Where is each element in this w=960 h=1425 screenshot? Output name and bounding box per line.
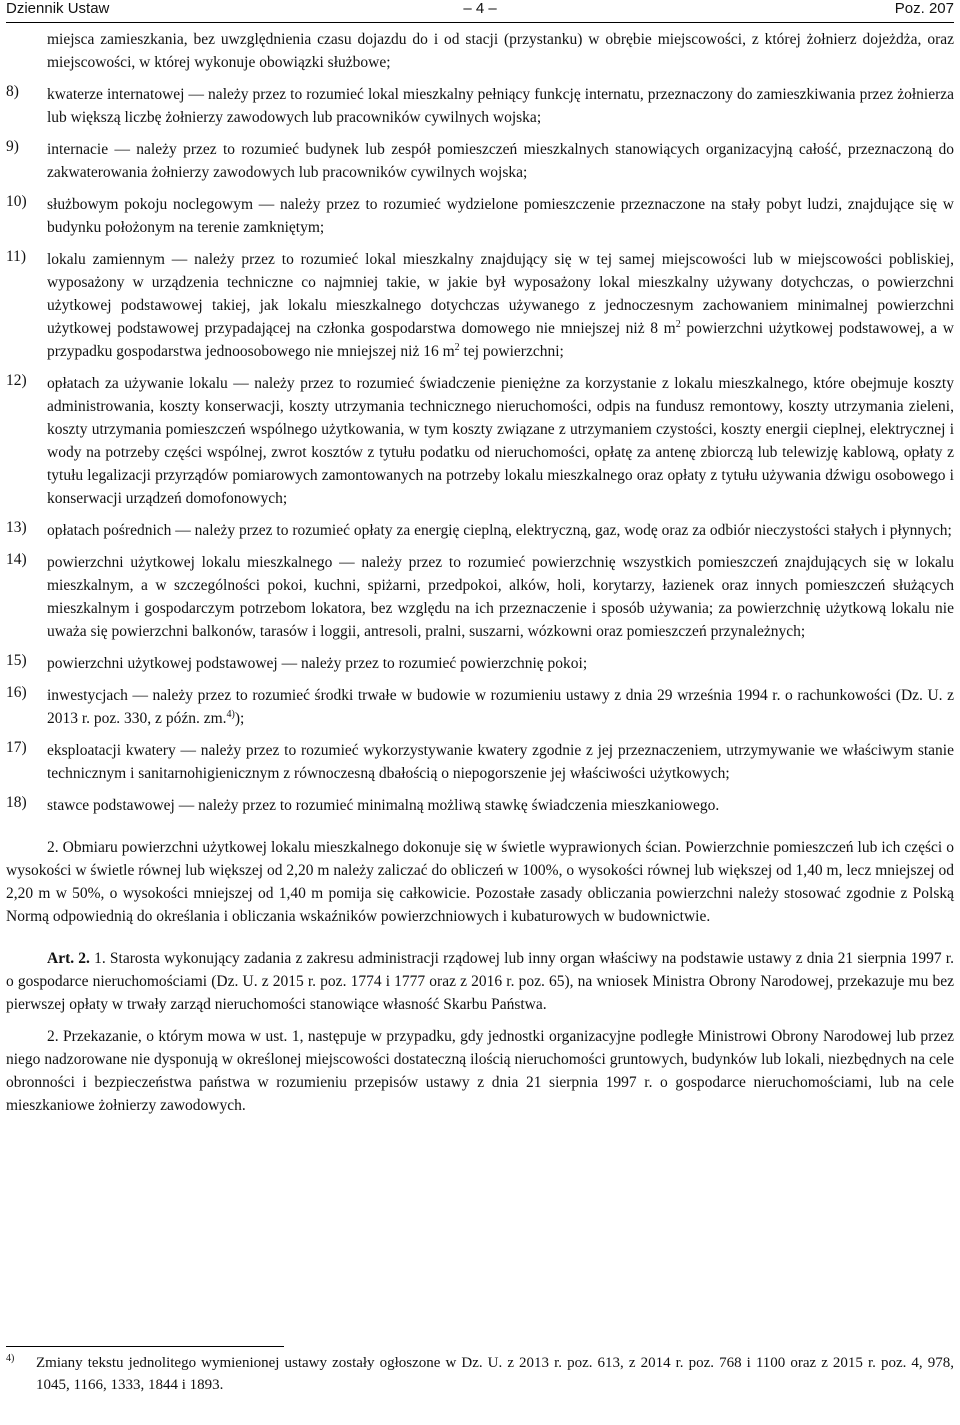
superscript: 2	[675, 319, 681, 330]
item-text: kwaterze internatowej — należy przez to rozumieć lokal mieszkalny pełniący funkcję internatu, przeznaczony do zamieszkiwania przez żołnierza lub większą liczbę żołnierzy zawodowych lub pracowników cywilnych wojska;	[47, 86, 954, 126]
item-text: opłatach za używanie lokalu — należy przez to rozumieć świadczenie pieniężne za korzystanie z lokalu mieszkalnego, które obejmuje koszty administrowania, koszty konserwacji, koszty utrzymania technicznego nieruchomości, odpis na fundusz remontowy, koszty utrzymania zieleni, koszty utrzymania pomieszczeń wspólnego użytkowania, w tym koszty związane z utrzymaniem czystości, koszty energii cieplnej, elektrycznej i wody na potrzeby części wspólnej, zwrot kosztów z tytułu podatku od nieruchomości, opłatę za antenę zbiorczą lub telewizję kablową, opłaty z tytułu legalizacji przyrządów pomiarowych zamontowanych na potrzeby lokalu mieszkalnego oraz opłaty z tytułu używania dźwigu osobowego i konserwacji urządzeń domofonowych;	[47, 375, 954, 507]
paragraph-2: 2. Obmiaru powierzchni użytkowej lokalu mieszkalnego dokonuje się w świetle wyprawionych ścian. Powierzchnie pomieszczeń lub ich części o wysokości w świetle równej lub większej od 2,20 m należy zaliczać do obliczeń w 100%, o wysokości równej lub większej od 1,40 m, lecz mniejszej od 2,20 m w 50%, o wysokości mniejszej od 1,40 m pomija się całkowicie. Pozostałe zasady obliczania powierzchni należy stosować zgodnie z Polską Normą odpowiednią do określania i obliczania wskaźników powierzchniowych i kubaturowych w budownictwie.	[6, 839, 954, 925]
item-text-part: );	[234, 710, 245, 727]
footnote-mark: 4)	[6, 1353, 15, 1364]
intro-continuation: miejsca zamieszkania, bez uwzględnienia czasu dojazdu do i od stacji (przystanku) w obrębie miejscowości, z której żołnierz dojeżdża, oraz miejscowości, w której wykonuje obowiązki służbowe;	[47, 31, 954, 71]
item-text-part: tej powierzchni;	[459, 343, 564, 360]
article-text: 1. Starosta wykonujący zadania z zakresu administracji rządowej lub inny organ właściwy na podstawie ustawy z dnia 21 sierpnia 1997 r. o gospodarce nieruchomościami (Dz. U. z 2015 r. poz. 1774 i 1777 oraz z 2016 r. poz. 65), na wniosek Ministra Obrony Narodowej, przekazuje mu bez pierwszej opłaty w trwały zarząd nieruchomości stanowiące własność Skarbu Państwa.	[6, 950, 954, 1013]
page-body	[6, 28, 954, 1117]
list-item-17	[6, 739, 954, 785]
item-number: 10)	[6, 193, 27, 210]
item-text-part: powierzchni użytkowej podstawowej, a w przypadku gospodarstwa jednoosobowego nie mniejszej niż 16 m	[47, 320, 954, 360]
article-label: Art. 2.	[47, 950, 90, 967]
item-text: stawce podstawowej — należy przez to rozumieć minimalną możliwą stawkę świadczenia mieszkaniowego.	[47, 797, 720, 814]
article-2-para-1	[6, 947, 954, 1016]
item-text-part: inwestycjach — należy przez to rozumieć środki trwałe w budowie w rozumieniu ustawy z dnia 29 września 1994 r. o rachunkowości (Dz. U. z 2013 r. poz. 330, z późn. zm.	[47, 687, 954, 727]
list-item-14	[6, 551, 954, 643]
list-item-9	[6, 138, 954, 184]
footnote	[6, 1352, 954, 1396]
list-item-15	[6, 652, 954, 675]
footnote-reference: 4)	[226, 709, 235, 720]
item-number: 17)	[6, 739, 27, 756]
item-number: 18)	[6, 794, 27, 811]
list-item-8	[6, 83, 954, 129]
superscript: 2	[454, 342, 460, 353]
list-item-10	[6, 193, 954, 239]
item-text: powierzchni użytkowej podstawowej — należy przez to rozumieć powierzchnię pokoi;	[47, 655, 588, 672]
item-text: internacie — należy przez to rozumieć budynek lub zespół pomieszczeń mieszkalnych stanowiących organizacyjną całość, przeznaczoną do zakwaterowania żołnierzy zawodowych lub pracowników cywilnych wojska;	[47, 141, 954, 181]
item-text-part: lokalu zamiennym — należy przez to rozumieć lokal mieszkalny znajdujący się w tej samej miejscowości lub w miejscowości pobliskiej, wyposażony w urządzenia techniczne co najmniej takie, w jakie był wyposażony lokal mieszkalny używany dotychczas, o powierzchni użytkowej podstawowej takiej, jak lokalu mieszkalnego dotychczas używanego z jednoczesnym zachowaniem minimalnej powierzchni użytkowej podstawowej przypadającej na członka gospodarstwa domowego nie mniejszej niż 8 m	[47, 251, 954, 337]
page-header	[6, 0, 954, 24]
item-number: 15)	[6, 652, 27, 669]
list-item-16	[6, 684, 954, 730]
item-text: powierzchni użytkowej lokalu mieszkalnego — należy przez to rozumieć powierzchnię wszystkich pomieszczeń znajdujących się w lokalu mieszkalnym, a w szczególności pokoi, kuchni, spiżarni, przedpokoi, alków, holi, korytarzy, łazienek oraz innych pomieszczeń służących mieszkalnym i gospodarczym potrzebom lokatora, bez względu na ich przeznaczenie i sposób używania; za powierzchnię użytkową lokalu nie uważa się powierzchni balkonów, tarasów i loggii, antresoli, pralni, suszarni, wózkowni oraz pomieszczeń przynależnych;	[47, 554, 954, 640]
item-number: 14)	[6, 551, 27, 568]
item-number: 12)	[6, 372, 27, 389]
journal-title: Dziennik Ustaw	[6, 0, 110, 17]
list-item-13	[6, 519, 954, 542]
item-text: eksploatacji kwatery — należy przez to rozumieć wykorzystywanie kwatery zgodnie z jej przeznaczeniem, utrzymywanie we właściwym stanie technicznym i sanitarnohigienicznym z równoczesną dbałością o niepogorszenie jej właściwości użytkowych;	[47, 742, 954, 782]
list-item-18	[6, 794, 954, 817]
article-2-para-2: 2. Przekazanie, o którym mowa w ust. 1, następuje w przypadku, gdy jednostki organizacyjne podległe Ministrowi Obrony Narodowej lub przez niego nadzorowane nie dysponują w określonej miejscowości dostateczną ilością nieruchomości gruntowych, budynków lub lokali, niezbędnych na cele obronności i bezpieczeństwa państwa w rozumieniu przepisów ustawy z dnia 21 sierpnia 1997 r. o gospodarce nieruchomościami, lub na cele mieszkaniowe żołnierzy zawodowych.	[6, 1028, 954, 1114]
item-text: opłatach pośrednich — należy przez to rozumieć opłaty za energię cieplną, elektryczną, gaz, wodę oraz za odbiór nieczystości stałych i płynnych;	[47, 522, 952, 539]
list-item-12	[6, 372, 954, 510]
page-number: – 4 –	[463, 0, 497, 17]
position-number: Poz. 207	[894, 0, 954, 17]
item-text	[47, 684, 954, 730]
list-item-11	[6, 248, 954, 363]
item-number: 16)	[6, 684, 27, 701]
header-rule	[6, 22, 954, 23]
item-number: 11)	[6, 248, 27, 265]
item-number: 9)	[6, 138, 19, 155]
footnote-rule	[6, 1346, 284, 1347]
item-text	[47, 248, 954, 363]
item-number: 13)	[6, 519, 27, 536]
footnote-text: Zmiany tekstu jednolitego wymienionej ustawy zostały ogłoszone w Dz. U. z 2013 r. poz. 613, z 2014 r. poz. 768 i 1100 oraz z 2015 r. poz. 4, 978, 1045, 1166, 1333, 1844 i 1893.	[36, 1355, 954, 1393]
item-number: 8)	[6, 83, 19, 100]
item-text: służbowym pokoju noclegowym — należy przez to rozumieć wydzielone pomieszczenie przeznaczone na stały pobyt ludzi, znajdujące się w budynku położonym na terenie zamkniętym;	[47, 196, 954, 236]
